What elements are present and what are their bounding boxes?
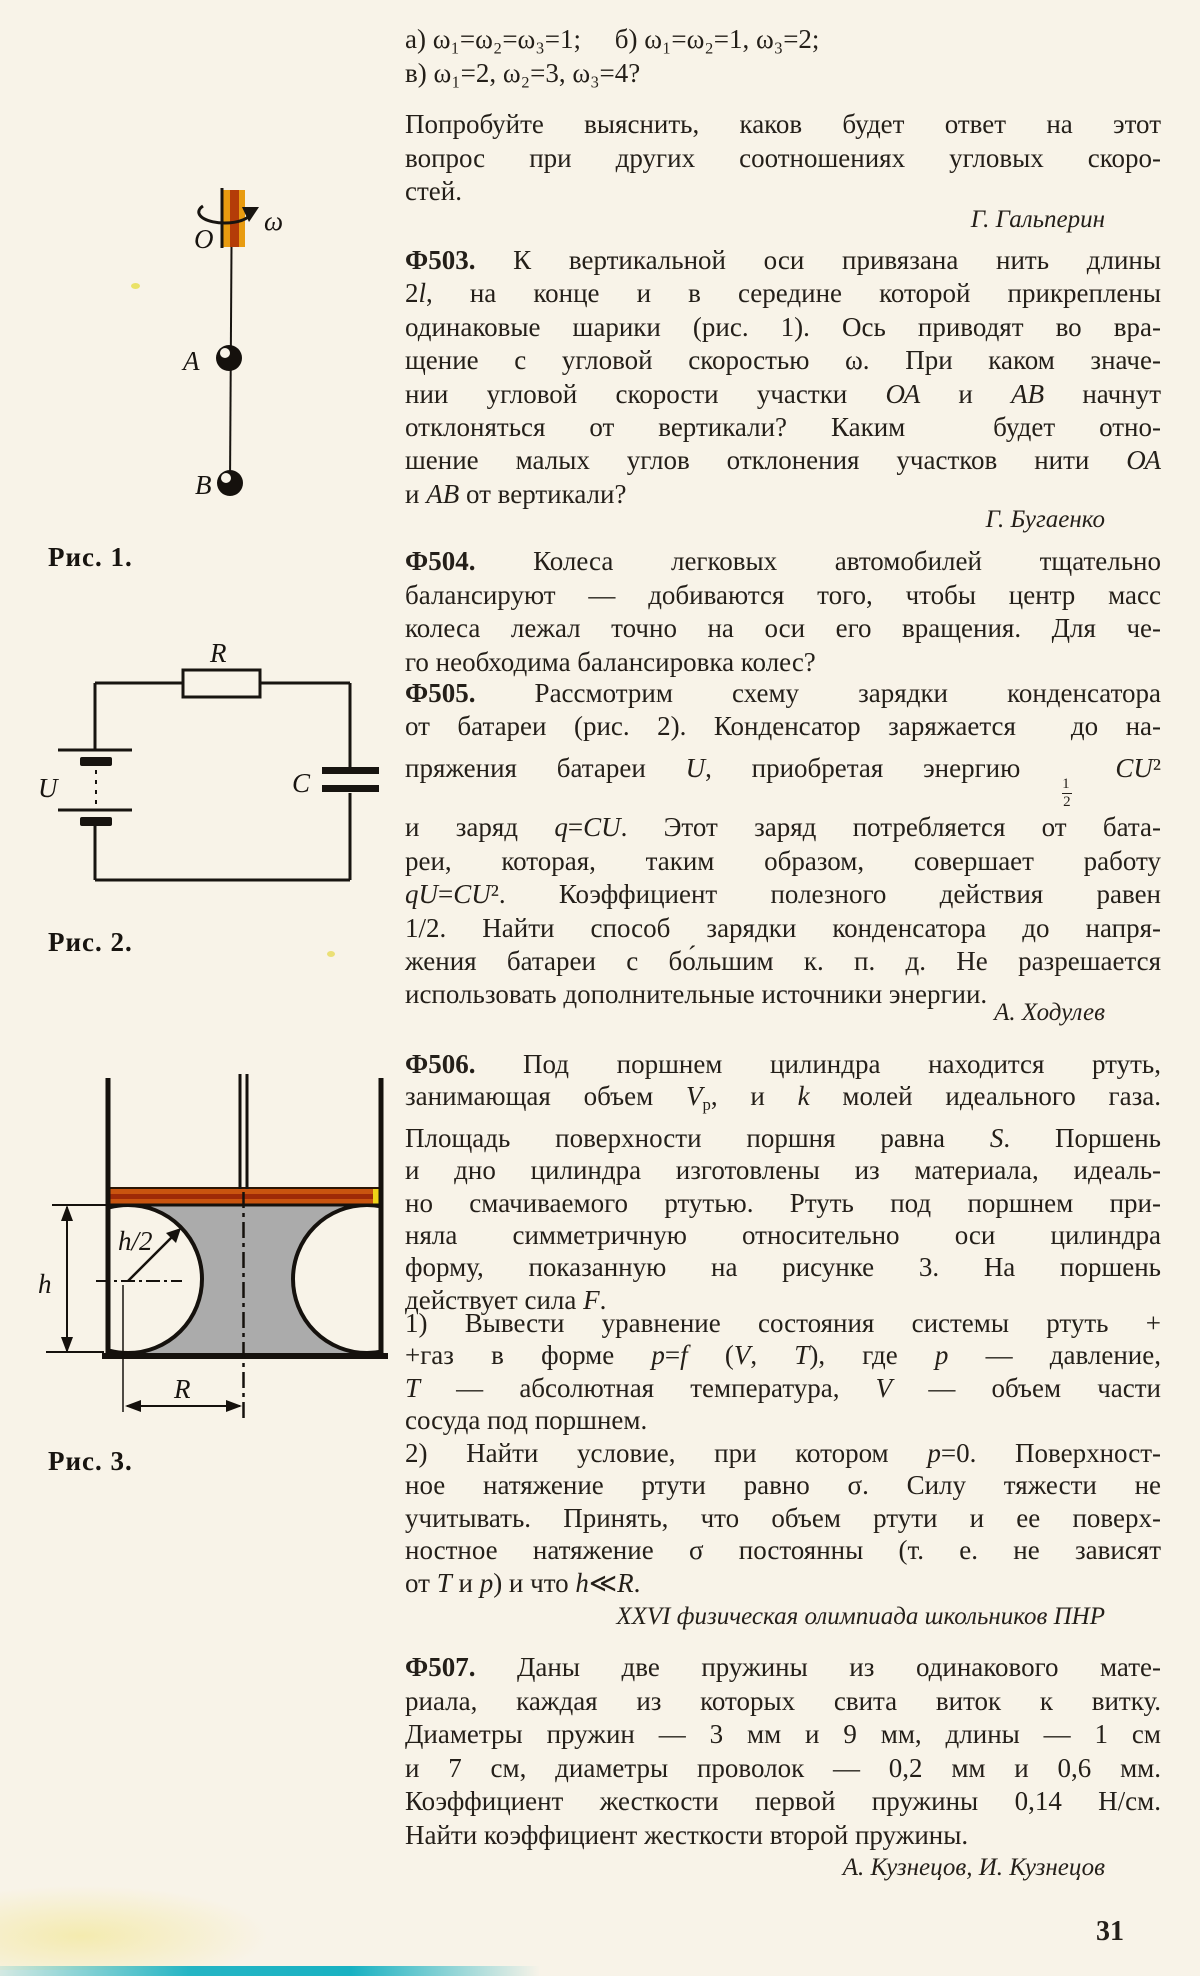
text-line: Ф504. Колеса легковых автомобилей тщательно [405,546,1161,576]
text-line: и АВ от вертикали? [405,478,627,509]
figure-3-caption: Рис. 3. [48,1446,133,1476]
battery-symbol [58,750,132,826]
text-line: ное натяжение ртути равно σ. Силу тяжести не [405,1470,1161,1501]
text-block-f503 [405,244,1161,511]
text-block-f506c [405,1437,1161,1599]
text-line: Площадь поверхности поршня равна S. Поршень [405,1122,1161,1153]
problem-number: Ф504. [405,546,476,576]
text-line: занимающая объем $V_р$, и k молей идеального газа. [405,1081,1161,1115]
text-block-f506b [405,1307,1161,1437]
text-line: T — абсолютная температура, V — объем части [405,1372,1161,1403]
text-line: 2) Найти условие, при котором p=0. Поверхност- [405,1438,1161,1468]
scan-dot [327,951,335,957]
text-line: +газ в форме p=f (V, T), где p — давление, [405,1340,1161,1371]
text-line: действует сила F. [405,1284,607,1315]
text-line: и 7 см, диаметры проволок — 0,2 мм и 0,6 мм. [405,1752,1161,1783]
text-block-f505 [405,677,1161,1012]
text-line: балансируют — добиваются того, чтобы центр масс [405,579,1161,610]
rod-core [230,190,239,247]
page-number: 31 [1096,1916,1124,1947]
capacitor-symbol [322,767,379,792]
text-line: XXVI физическая олимпиада школьников ПНР [616,1603,1105,1630]
text-line: Г. Гальперин [970,206,1105,233]
omega-label: ω [264,206,284,236]
figure-2-caption: Рис. 2. [48,927,133,957]
text-line: 2l, на конце и в середине которой прикреплены [405,278,1161,309]
text-line: риала, каждая из которых свита виток к витку. [405,1685,1161,1716]
text-line: Попробуйте выяснить, каков будет ответ на этот [405,109,1161,139]
problem-number: Ф507. [405,1652,476,1682]
point-A-label: A [183,346,200,376]
text-line: шение малых углов отклонения участков нити ОА [405,445,1161,476]
text-line: форму, показанную на рисунке 3. На поршень [405,1252,1161,1283]
circuit-wires [95,683,350,880]
text-line: сосуда под поршнем. [405,1405,648,1436]
text-line: отклоняться от вертикали? Каким будет отно- [405,412,1161,443]
text-line: жения батареи с бо́льшим к. п. д. Не разрешается [405,945,1161,976]
text-block-auth1 [405,203,1161,236]
text-line: Г. Бугаенко [985,506,1105,533]
text-block-auth4 [405,1851,1161,1884]
text-line: а) ω₁=ω₂=ω₃=1; б) ω₁=ω₂=1, ω₃=2; [405,24,820,54]
text-line: колеса лежал точно на оси его вращения. Для че- [405,613,1161,643]
point-O-label: O [194,224,214,254]
text-line: 1/2. Найти способ зарядки конденсатора до напря- [405,912,1161,943]
scan-artifact-yellow [0,1885,270,1970]
text-line: от T и p) и что h≪R. [405,1567,641,1598]
point-B-label: B [195,470,212,500]
text-line: вопрос при других соотношениях угловых скоро- [405,142,1161,173]
text-block-auth2 [405,503,1161,536]
text-column [405,0,1163,1976]
text-line: А. Кузнецов, И. Кузнецов [842,1854,1105,1881]
text-line: А. Ходулев [994,999,1105,1026]
figure-1 [0,140,340,580]
text-line: Коэффициент жесткости первой пружины 0,14 Н/см. [405,1786,1161,1816]
R-label: R [174,1374,191,1404]
problem-number: Ф505. [405,678,476,708]
scan-dot [131,283,140,289]
text-line: Ф503. К вертикальной оси привязана нить длины [405,245,1161,275]
text-block-eq [405,22,1161,90]
figure-2 [0,620,400,970]
text-line: Ф507. Даны две пружины из одинакового мате- [405,1652,1161,1682]
problem-number: Ф506. [405,1049,476,1079]
resistor-label: R [210,638,227,668]
text-line: реи, которая, таким образом, совершает работу [405,845,1161,876]
text-block-f507 [405,1651,1161,1852]
text-line: 1) Вывести уравнение состояния системы ртуть + [405,1308,1161,1338]
text-line: в) ω₁=2, ω₂=3, ω₃=4? [405,58,641,88]
text-line: щение с угловой скоростью ω. При каком значе- [405,345,1161,376]
cylinder-bottom [102,1353,388,1359]
text-line: ностное натяжение σ постоянны (т. е. не зависят [405,1535,1161,1566]
piston-rod [240,1074,247,1189]
ball-A [216,345,242,371]
text-line: Найти коэффициент жесткости второй пружины. [405,1819,969,1850]
h-dimension [46,1205,106,1353]
text-line: одинаковые шарики (рис. 1). Ось приводят во вра- [405,311,1161,342]
text-line: от батареи (рис. 2). Конденсатор заряжается до на- [405,711,1161,742]
capacitor-label: C [292,768,311,798]
text-block-f504 [405,545,1161,679]
text-line: Ф506. Под поршнем цилиндра находится ртуть, [405,1049,1161,1079]
text-line: и заряд q=CU. Этот заряд потребляется от бата- [405,812,1161,843]
ball-B [217,470,243,496]
text-line: го необходима балансировка колес? [405,646,816,677]
h-half-label: h/2 [118,1226,153,1256]
problem-number: Ф503. [405,245,476,275]
text-line: няла симметричную относительно оси цилиндра [405,1220,1161,1251]
text-block-para1 [405,108,1161,209]
text-line: qU=CU². Коэффициент полезного действия равен [405,879,1161,910]
text-line: использовать дополнительные источники энергии. [405,979,988,1010]
ball-B-highlight [221,473,231,483]
text-line: Ф505. Рассмотрим схему зарядки конденсатора [405,678,1161,708]
text-line: учитывать. Принять, что объем ртути и ее поверх- [405,1502,1161,1533]
text-block-f506a [405,1048,1161,1316]
text-line: пряжения батареи U, приобретая энергию $\frac{1}{2}$ CU² [405,752,1161,811]
h-label: h [38,1269,52,1299]
text-line: стей. [405,176,462,206]
text-line: но смачиваемого ртутью. Ртуть под поршнем при- [405,1187,1161,1218]
scan-artifact-cyan [0,1966,540,1976]
figure-3 [0,1050,400,1490]
text-line: и дно цилиндра изготовлены из материала, идеаль- [405,1155,1161,1186]
ball-A-highlight [220,348,230,358]
text-block-source [405,1600,1161,1633]
figure-1-caption: Рис. 1. [48,542,133,572]
text-line: нии угловой скорости участки ОА и АВ начнут [405,378,1161,409]
text-line: Диаметры пружин — 3 мм и 9 мм, длины — 1 см [405,1719,1161,1749]
text-block-auth3 [405,996,1161,1029]
battery-label: U [38,773,58,803]
resistor-symbol [183,670,260,697]
